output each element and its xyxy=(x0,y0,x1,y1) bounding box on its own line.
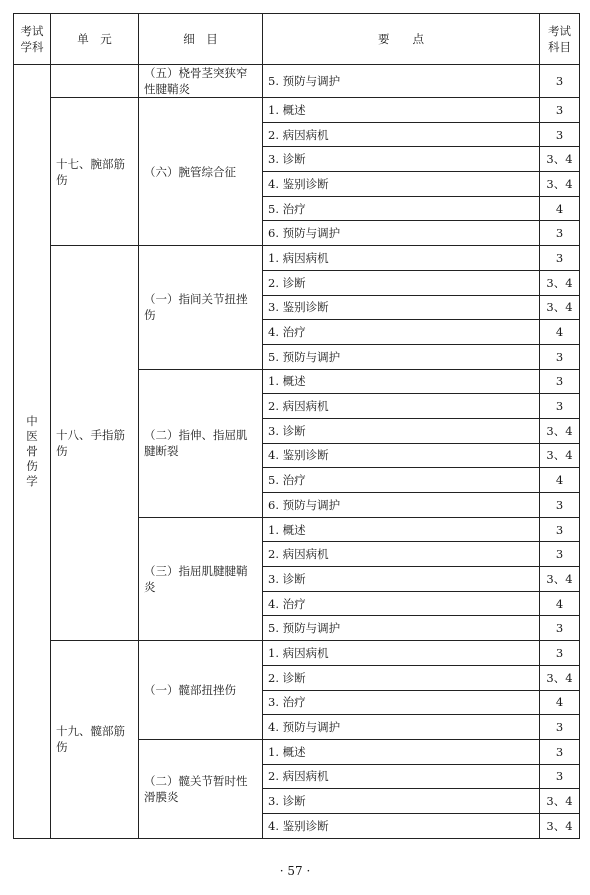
point-cell: 4. 预防与调护 xyxy=(263,715,540,740)
point-cell: 2. 病因病机 xyxy=(263,394,540,419)
point-cell: 1. 概述 xyxy=(263,517,540,542)
exam-subject-cell: 4 xyxy=(540,690,580,715)
point-cell: 4. 鉴别诊断 xyxy=(263,172,540,197)
exam-subject-cell: 3、4 xyxy=(540,270,580,295)
exam-subject-cell: 3 xyxy=(540,394,580,419)
header-row xyxy=(14,14,580,65)
exam-subject-cell: 3 xyxy=(540,517,580,542)
point-cell: 1. 病因病机 xyxy=(263,246,540,271)
point-cell: 1. 概述 xyxy=(263,369,540,394)
point-cell: 1. 概述 xyxy=(263,739,540,764)
point-cell: 5. 治疗 xyxy=(263,196,540,221)
point-cell: 4. 治疗 xyxy=(263,320,540,345)
header-point: 要 点 xyxy=(263,14,540,65)
exam-subject-cell: 3、4 xyxy=(540,147,580,172)
point-cell: 1. 病因病机 xyxy=(263,641,540,666)
point-cell: 4. 鉴别诊断 xyxy=(263,813,540,838)
detail-cell: （二）指伸、指屈肌腱断裂 xyxy=(139,369,263,517)
point-cell: 2. 病因病机 xyxy=(263,764,540,789)
point-cell: 3. 诊断 xyxy=(263,789,540,814)
exam-subject-cell: 3 xyxy=(540,739,580,764)
detail-cell: （三）指屈肌腱腱鞘炎 xyxy=(139,517,263,640)
unit-cell: 十九、髋部筋伤 xyxy=(51,641,139,839)
table-row xyxy=(14,65,580,98)
table-row xyxy=(14,641,580,666)
exam-subject-cell: 3 xyxy=(540,344,580,369)
exam-subject-cell: 3、4 xyxy=(540,789,580,814)
point-cell: 3. 诊断 xyxy=(263,567,540,592)
subject-name: 中医骨伤学 xyxy=(26,413,38,488)
exam-subject-cell: 3、4 xyxy=(540,443,580,468)
exam-subject-cell: 3、4 xyxy=(540,567,580,592)
point-cell: 5. 预防与调护 xyxy=(263,65,540,98)
point-cell: 5. 预防与调护 xyxy=(263,344,540,369)
point-cell: 2. 诊断 xyxy=(263,665,540,690)
exam-subject-cell: 3 xyxy=(540,641,580,666)
unit-cell: 十八、手指筋伤 xyxy=(51,246,139,641)
header-subject: 考试 学科 xyxy=(14,14,51,65)
exam-subject-cell: 3、4 xyxy=(540,295,580,320)
point-cell: 4. 治疗 xyxy=(263,591,540,616)
point-cell: 3. 诊断 xyxy=(263,147,540,172)
unit-cell: 十七、腕部筋伤 xyxy=(51,98,139,246)
exam-subject-cell: 3 xyxy=(540,65,580,98)
header-exam-subject: 考试 科目 xyxy=(540,14,580,65)
exam-subject-cell: 3 xyxy=(540,246,580,271)
exam-subject-cell: 3、4 xyxy=(540,665,580,690)
detail-cell: （一）髋部扭挫伤 xyxy=(139,641,263,740)
detail-cell: （一）指间关节扭挫伤 xyxy=(139,246,263,369)
detail-cell: （六）腕管综合征 xyxy=(139,98,263,246)
syllabus-table xyxy=(13,13,580,839)
point-cell: 6. 预防与调护 xyxy=(263,221,540,246)
page-number: · 57 · xyxy=(279,864,311,878)
exam-subject-cell: 3、4 xyxy=(540,418,580,443)
point-cell: 2. 病因病机 xyxy=(263,122,540,147)
point-cell: 3. 鉴别诊断 xyxy=(263,295,540,320)
header-detail: 细 目 xyxy=(139,14,263,65)
subject-cell xyxy=(14,65,51,839)
exam-subject-cell: 4 xyxy=(540,468,580,493)
point-cell: 5. 治疗 xyxy=(263,468,540,493)
point-cell: 2. 病因病机 xyxy=(263,542,540,567)
point-cell: 1. 概述 xyxy=(263,98,540,123)
exam-subject-cell: 3、4 xyxy=(540,172,580,197)
point-cell: 3. 诊断 xyxy=(263,418,540,443)
exam-subject-cell: 3 xyxy=(540,715,580,740)
detail-cell: （二）髋关节暂时性滑膜炎 xyxy=(139,739,263,838)
header-unit: 单 元 xyxy=(51,14,139,65)
exam-subject-cell: 3 xyxy=(540,98,580,123)
point-cell: 2. 诊断 xyxy=(263,270,540,295)
exam-subject-cell: 3 xyxy=(540,764,580,789)
exam-subject-cell: 3 xyxy=(540,542,580,567)
table-row xyxy=(14,98,580,123)
point-cell: 3. 治疗 xyxy=(263,690,540,715)
exam-subject-cell: 4 xyxy=(540,320,580,345)
unit-cell xyxy=(51,65,139,98)
exam-subject-cell: 4 xyxy=(540,591,580,616)
point-cell: 6. 预防与调护 xyxy=(263,493,540,518)
exam-subject-cell: 3 xyxy=(540,122,580,147)
exam-subject-cell: 3 xyxy=(540,221,580,246)
point-cell: 5. 预防与调护 xyxy=(263,616,540,641)
exam-subject-cell: 3 xyxy=(540,493,580,518)
exam-subject-cell: 3 xyxy=(540,369,580,394)
detail-cell: （五）桡骨茎突狭窄性腱鞘炎 xyxy=(139,65,263,98)
point-cell: 4. 鉴别诊断 xyxy=(263,443,540,468)
exam-subject-cell: 4 xyxy=(540,196,580,221)
exam-subject-cell: 3、4 xyxy=(540,813,580,838)
exam-subject-cell: 3 xyxy=(540,616,580,641)
table-row xyxy=(14,246,580,271)
